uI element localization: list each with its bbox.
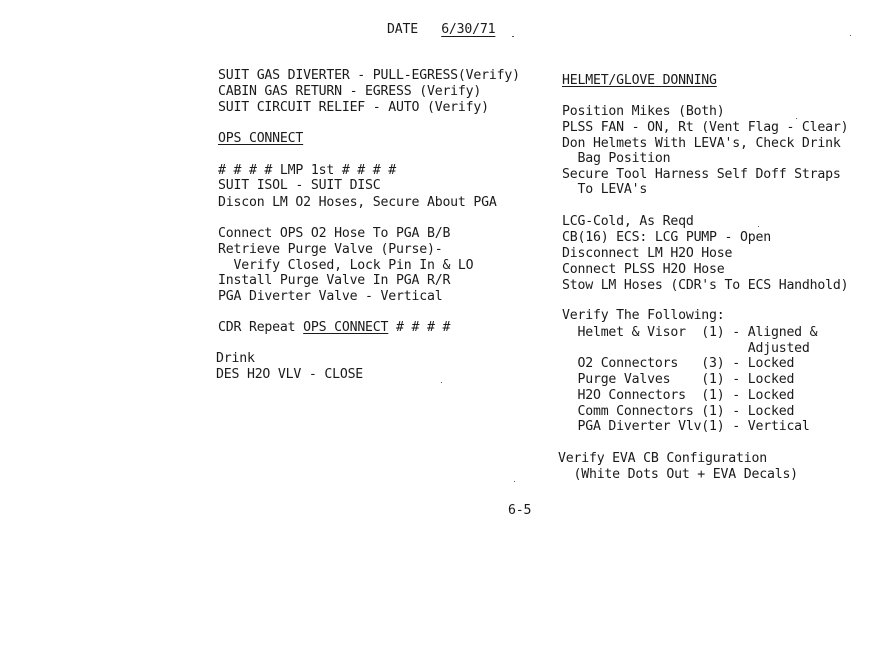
disconnect-line: Disconnect LM H2O Hose	[562, 246, 733, 261]
left-line-3: SUIT CIRCUIT RELIEF - AUTO (Verify)	[218, 100, 489, 115]
connect-plss-line: Connect PLSS H2O Hose	[562, 262, 725, 277]
connect-ops-line: Connect OPS O2 Hose To PGA B/B	[218, 226, 451, 241]
verify-item-o2: O2 Connectors (3) - Locked	[562, 356, 795, 371]
don-helmets-line: Don Helmets With LEVA's, Check Drink	[562, 136, 841, 151]
date-label: DATE	[387, 22, 418, 37]
page-number: 6-5	[508, 503, 532, 518]
scan-speck	[441, 382, 442, 383]
left-line-1: SUIT GAS DIVERTER - PULL-EGRESS(Verify)	[218, 68, 520, 83]
verify-closed-line: Verify Closed, Lock Pin In & LO	[218, 258, 474, 273]
ops-connect-heading: OPS CONNECT	[218, 131, 304, 146]
cdr-ops-connect: OPS CONNECT	[303, 320, 389, 335]
stow-line: Stow LM Hoses (CDR's To ECS Handhold)	[562, 278, 849, 293]
position-mikes-line: Position Mikes (Both)	[562, 104, 725, 119]
date-line	[387, 22, 495, 38]
helmet-glove-heading: HELMET/GLOVE DONNING	[562, 73, 717, 88]
bag-position-line: Bag Position	[562, 151, 671, 166]
cdr-prefix: CDR Repeat	[218, 320, 304, 335]
discon-line: Discon LM O2 Hoses, Secure About PGA	[218, 195, 497, 210]
scan-speck	[512, 36, 514, 37]
scan-speck	[514, 481, 515, 482]
cdr-repeat-line	[218, 320, 450, 336]
verify-item-purge: Purge Valves (1) - Locked	[562, 372, 795, 387]
scan-speck	[758, 226, 759, 227]
install-line: Install Purge Valve In PGA R/R	[218, 273, 451, 288]
scan-speck	[796, 118, 797, 119]
to-levas-line: To LEVA's	[562, 182, 648, 197]
des-h2o-line: DES H2O VLV - CLOSE	[216, 367, 364, 382]
verify-item-helmet: Helmet & Visor (1) - Aligned &	[562, 325, 818, 340]
cdr-suffix: # # # #	[388, 320, 451, 335]
verify-item-comm: Comm Connectors (1) - Locked	[562, 404, 795, 419]
date-value: 6/30/71	[441, 22, 496, 37]
suit-isol-line: SUIT ISOL - SUIT DISC	[218, 178, 381, 193]
eva-decals-line: (White Dots Out + EVA Decals)	[558, 467, 798, 482]
verify-item-h2o: H2O Connectors (1) - Locked	[562, 388, 795, 403]
left-line-2: CABIN GAS RETURN - EGRESS (Verify)	[218, 84, 482, 99]
verify-item-pga: PGA Diverter Vlv(1) - Vertical	[562, 419, 810, 434]
lcg-line: LCG-Cold, As Reqd	[562, 214, 694, 229]
plss-fan-line: PLSS FAN - ON, Rt (Vent Flag - Clear)	[562, 120, 849, 135]
verify-eva-line: Verify EVA CB Configuration	[558, 451, 767, 466]
verify-following-line: Verify The Following:	[562, 308, 725, 323]
drink-line: Drink	[216, 351, 255, 366]
retrieve-line: Retrieve Purge Valve (Purse)-	[218, 242, 443, 257]
scan-speck	[850, 35, 851, 36]
cb-line: CB(16) ECS: LCG PUMP - Open	[562, 230, 771, 245]
lmp-first-line: # # # # LMP 1st # # # #	[218, 163, 397, 178]
pga-diverter-line: PGA Diverter Valve - Vertical	[218, 289, 443, 304]
secure-tool-line: Secure Tool Harness Self Doff Straps	[562, 167, 841, 182]
verify-item-adjusted: Adjusted	[562, 341, 810, 356]
